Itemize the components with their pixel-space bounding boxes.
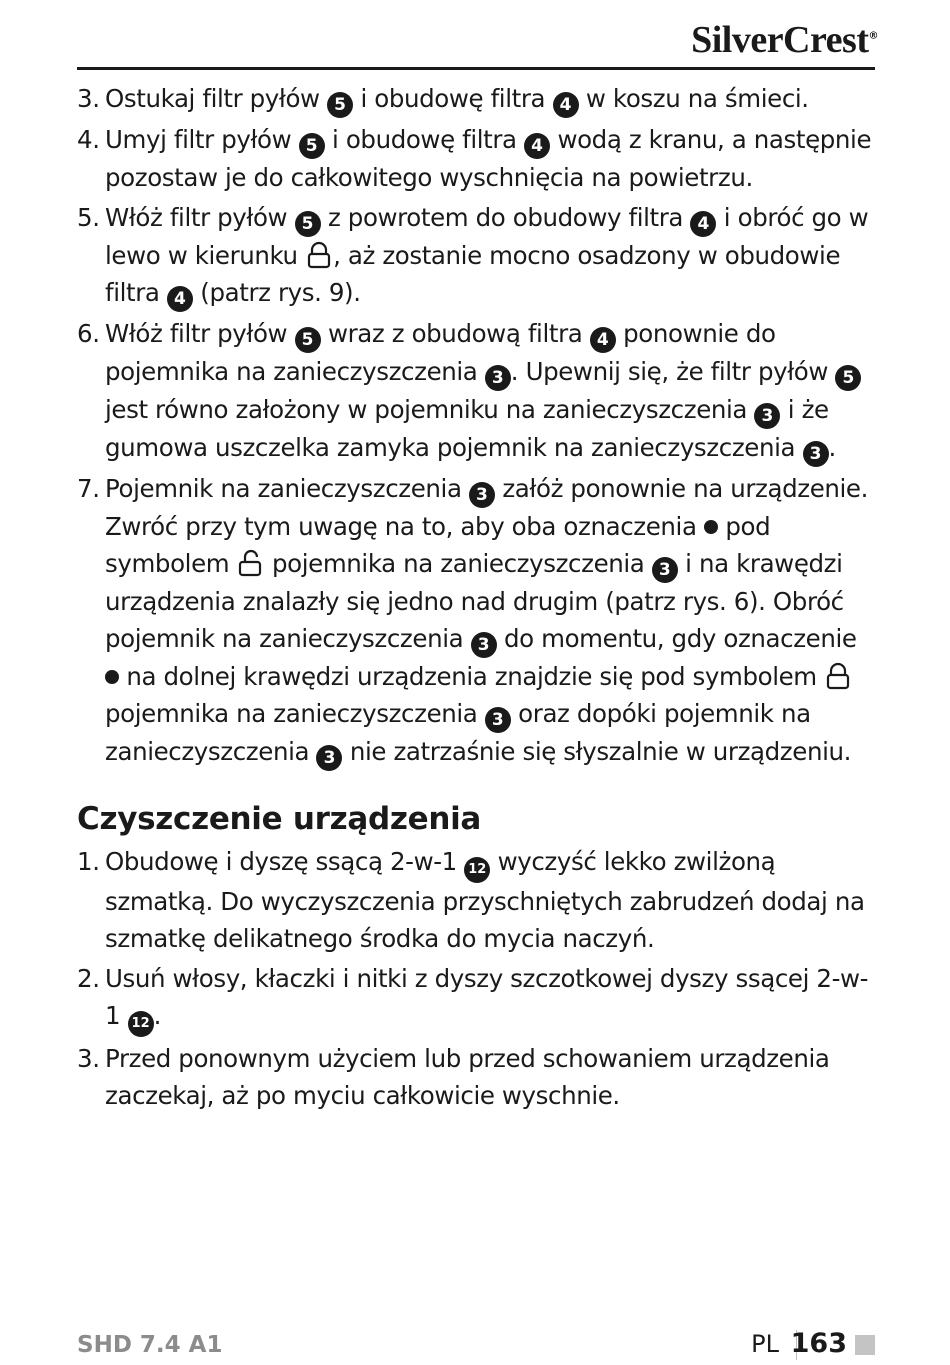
item-text: i obudowę filtra [324, 125, 525, 154]
item-text: Obudowę i dyszę ssącą 2-w-1 [105, 847, 465, 876]
dot-marker-icon [704, 520, 718, 534]
part-number-badge: 4 [167, 286, 193, 312]
item-text: pojemnika na zanieczyszczenia [105, 699, 485, 728]
item-text: i obudowę filtra [353, 84, 553, 113]
header-rule [77, 67, 875, 70]
dot-marker-icon [105, 670, 119, 684]
page-footer [77, 1328, 875, 1364]
item-text: jest równo założony w pojemniku na zanieczyszczenia [105, 395, 755, 424]
part-number-badge: 3 [485, 707, 511, 733]
item-number: 1. [77, 847, 100, 876]
item-text: Pojemnik na zanieczyszczenia [105, 474, 469, 503]
item-text: z powrotem do obudowy filtra [320, 203, 691, 232]
list-item [77, 470, 877, 771]
item-number: 4. [77, 125, 100, 154]
item-text: . Upewnij się, że filtr pyłów [510, 357, 836, 386]
list-item [77, 199, 877, 312]
part-number-badge: 3 [316, 745, 342, 771]
list-item [77, 1040, 877, 1114]
list-item [77, 960, 877, 1037]
part-number-badge: 12 [464, 857, 490, 883]
item-text: . [828, 433, 836, 462]
part-number-badge: 3 [469, 482, 495, 508]
part-number-badge: 5 [835, 365, 861, 391]
item-text: do momentu, gdy oznaczenie [496, 624, 857, 653]
lock-closed-icon [824, 662, 852, 691]
part-number-badge: 5 [327, 92, 353, 118]
item-number: 2. [77, 964, 100, 993]
part-number-badge: 12 [128, 1011, 154, 1037]
part-number-badge: 3 [471, 632, 497, 658]
item-text: oraz dopóki pojemnik na zanieczyszczenia [105, 699, 811, 766]
lock-closed-icon [305, 241, 333, 270]
part-number-badge: 3 [485, 365, 511, 391]
item-text: Włóż filtr pyłów [105, 203, 295, 232]
part-number-badge: 3 [754, 403, 780, 429]
item-text: wyczyść lekko zwilżoną szmatką. Do wyczyszczenia przyschniętych zabrudzeń dodaj na szmatkę delikatnego środka do mycia naczyń. [105, 847, 865, 953]
part-number-badge: 3 [803, 441, 829, 467]
item-number: 7. [77, 474, 100, 503]
part-number-badge: 4 [524, 133, 550, 159]
item-number: 5. [77, 203, 100, 232]
item-text: w koszu na śmieci. [578, 84, 809, 113]
steps-list-filter [77, 80, 877, 771]
item-text: wodą z kranu, a następnie pozostaw je do całkowitego wyschnięcia na powietrzu. [105, 125, 872, 192]
part-number-badge: 4 [590, 327, 616, 353]
item-text: Przed ponownym użyciem lub przed schowaniem urządzenia zaczekaj, aż po myciu całkowicie wyschnie. [105, 1044, 830, 1110]
language-code: PL [751, 1330, 779, 1358]
list-item [77, 315, 877, 467]
item-text: pojemnika na zanieczyszczenia [264, 549, 652, 578]
part-number-badge: 5 [295, 327, 321, 353]
item-text: i że gumowa uszczelka zamyka pojemnik na zanieczyszczenia [105, 395, 829, 462]
item-text: ponownie do pojemnika na zanieczyszczenia [105, 319, 776, 386]
item-text: wraz z obudową filtra [320, 319, 590, 348]
item-number: 6. [77, 319, 100, 348]
main-content [77, 80, 877, 1117]
lock-open-icon [237, 549, 265, 578]
item-text: Umyj filtr pyłów [105, 125, 299, 154]
part-number-badge: 3 [652, 557, 678, 583]
steps-list-cleaning [77, 843, 877, 1114]
item-text: Ostukaj filtr pyłów [105, 84, 328, 113]
part-number-badge: 4 [690, 211, 716, 237]
item-text: na dolnej krawędzi urządzenia znajdzie się pod symbolem [119, 662, 825, 691]
item-text: i na krawędzi urządzenia znalazły się jedno nad drugim (patrz rys. 6). Obróć pojemnik na zanieczyszczenia [105, 549, 844, 653]
model-number: SHD 7.4 A1 [77, 1332, 223, 1358]
item-text: i obróć go w lewo w kierunku [105, 203, 869, 270]
part-number-badge: 5 [295, 211, 321, 237]
item-text: pod symbolem [105, 512, 771, 578]
part-number-badge: 5 [299, 133, 325, 159]
item-number: 3. [77, 1044, 100, 1073]
item-text: Włóż filtr pyłów [105, 319, 295, 348]
section-title: Czyszczenie urządzenia [77, 801, 482, 837]
list-item [77, 121, 877, 196]
list-item [77, 80, 877, 118]
item-text: nie zatrzaśnie się słyszalnie w urządzeniu. [342, 737, 851, 766]
item-text: . [153, 1001, 161, 1030]
footer-square-marker [855, 1335, 875, 1355]
item-text: , aż zostanie mocno osadzony w obudowie filtra [105, 241, 841, 307]
item-number: 3. [77, 84, 100, 113]
item-text: załóż ponownie na urządzenie. Zwróć przy tym uwagę na to, aby oba oznaczenia [105, 474, 868, 541]
list-item [77, 843, 877, 957]
page-number: 163 [790, 1328, 847, 1359]
item-text: (patrz rys. 9). [192, 278, 361, 307]
part-number-badge: 4 [553, 92, 579, 118]
item-text: Usuń włosy, kłaczki i nitki z dyszy szczotkowej dyszy ssącej 2-w-1 [105, 964, 869, 1030]
brand-logo: SilverCrest® [691, 19, 878, 61]
